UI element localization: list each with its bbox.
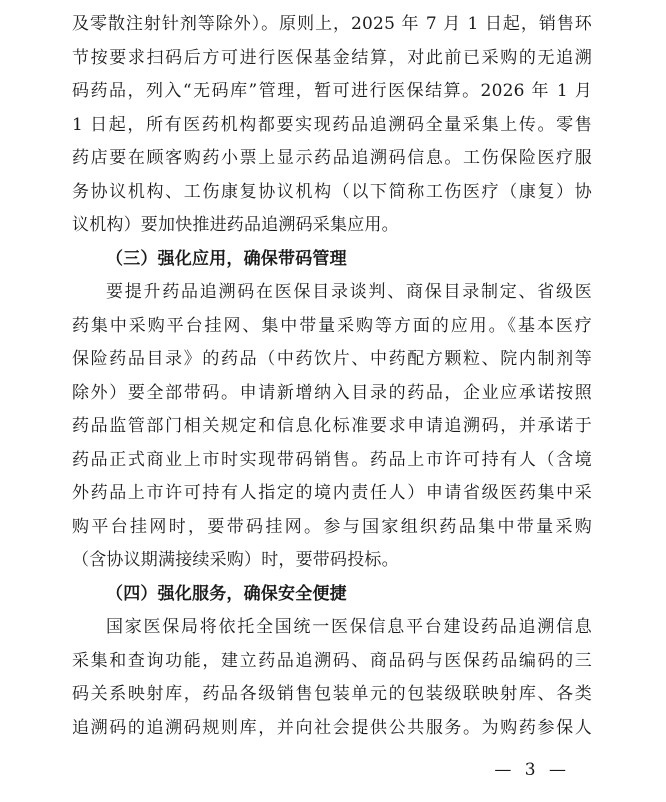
- paragraph-line: 药品正式商业上市时实现带码销售。药品上市许可持有人（含境: [72, 449, 592, 470]
- page-number: — 3 —: [494, 760, 570, 780]
- paragraph-line: 要提升药品追溯码在医保目录谈判、商保目录制定、省级医: [106, 282, 592, 302]
- paragraph-line: 节按要求扫码后方可进行医保基金结算，对此前已采购的无追溯: [72, 47, 592, 68]
- paragraph-line: 及零散注射针剂等除外）。原则上，2025 年 7 月 1 日起，销售环: [72, 14, 592, 34]
- paragraph-line: 药店要在顾客购药小票上显示药品追溯码信息。工伤保险医疗服: [72, 148, 592, 168]
- paragraph-line: 除外）要全部带码。申请新增纳入目录的药品，企业应承诺按照: [72, 382, 592, 403]
- section-heading: （四）强化服务，确保安全便捷: [106, 583, 347, 604]
- paragraph-line: 外药品上市许可持有人指定的境内责任人）申请省级医药集中采: [72, 483, 592, 503]
- paragraph-line: 追溯码的追溯码规则库，并向社会提供公共服务。为购药参保人: [72, 717, 592, 738]
- paragraph-line: 药集中采购平台挂网、集中带量采购等方面的应用。《基本医疗: [72, 315, 592, 336]
- paragraph-line: 保险药品目录》的药品（中药饮片、中药配方颗粒、院内制剂等: [72, 349, 592, 369]
- paragraph-line: 码药品，列入“无码库”管理，暂可进行医保结算。2026 年 1 月: [72, 81, 592, 101]
- paragraph-line: 采集和查询功能，建立药品追溯码、商品码与医保药品编码的三: [72, 650, 592, 671]
- paragraph-line: 务协议机构、工伤康复协议机构（以下简称工伤医疗（康复）协: [72, 181, 592, 202]
- paragraph-line: 码关系映射库，药品各级销售包装单元的包装级联映射库、各类: [72, 684, 592, 704]
- paragraph-line: 1 日起，所有医药机构都要实现药品追溯码全量采集上传。零售: [72, 114, 592, 135]
- paragraph-line: 国家医保局将依托全国统一医保信息平台建设药品追溯信息: [106, 617, 592, 637]
- body-text: [72, 8, 592, 745]
- paragraph-line: 议机构）要加快推进药品追溯码采集应用。: [72, 215, 399, 235]
- paragraph-line: （含协议期满接续采购）时，要带码投标。: [72, 550, 399, 570]
- paragraph-line: 药品监管部门相关规定和信息化标准要求申请追溯码，并承诺于: [72, 416, 592, 436]
- paragraph-line: 购平台挂网时，要带码挂网。参与国家组织药品集中带量采购: [72, 516, 592, 537]
- section-heading: （三）强化应用，确保带码管理: [106, 248, 347, 269]
